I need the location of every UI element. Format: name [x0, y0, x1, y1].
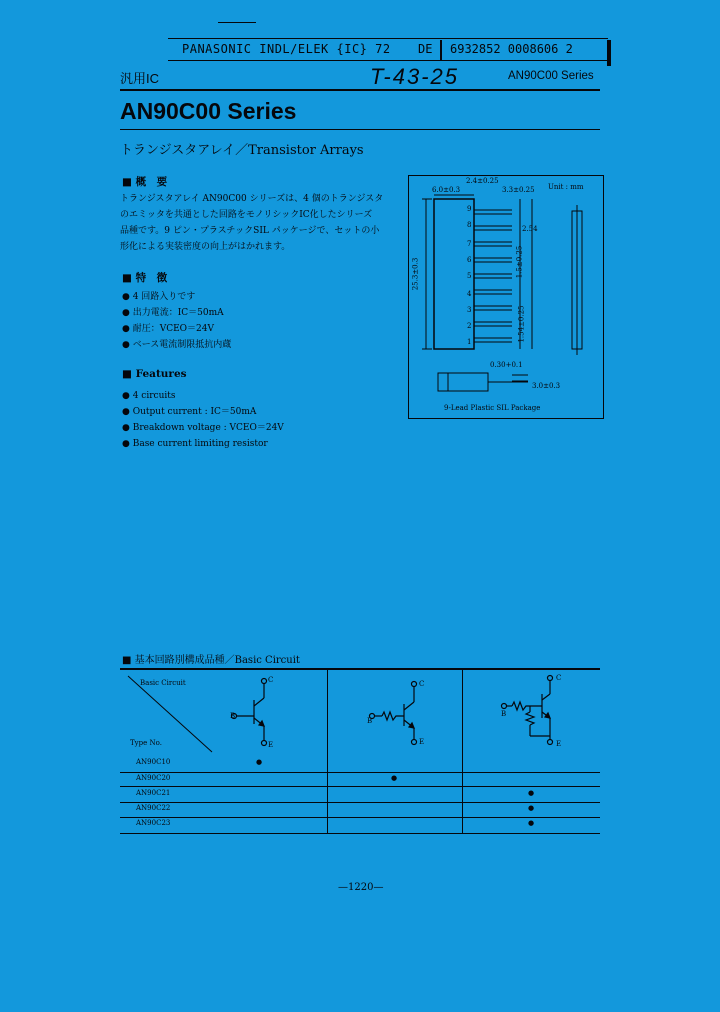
page-number: —1220— [338, 882, 384, 893]
mark-an90c22: ● [528, 804, 535, 812]
dim-25-3: 25.3±0.3 [411, 257, 420, 291]
handwritten-code: T-43-25 [370, 64, 460, 89]
circuit-3-label-b: B [501, 710, 507, 718]
dim-2-4: 2.4±0.25 [466, 177, 499, 185]
features-jp-item-3: ● 耐圧：VCEO＝24V [122, 324, 214, 334]
dim-6-0: 6.0±0.3 [432, 186, 461, 194]
circuit-col-divider-2 [462, 669, 463, 833]
type-an90c10: AN90C10 [136, 758, 171, 766]
circuit-2-schematic [366, 676, 436, 751]
pin-label-7: 7 [467, 240, 472, 248]
features-jp-heading: ■ 特 徴 [122, 272, 168, 284]
circuit-1-label-e: E [268, 741, 274, 749]
top-dash [218, 22, 256, 23]
circuit-3-schematic [498, 672, 578, 750]
category-label: 汎用IC [120, 71, 160, 86]
page-title: AN90C00 Series [120, 98, 297, 124]
title-bottom-rule [120, 129, 600, 130]
pin-label-8: 8 [467, 221, 472, 229]
circuit-1-schematic [228, 676, 288, 751]
header-scan-line: PANASONIC INDL/ELEK {IC} 72 [182, 42, 391, 56]
header-code-de: DE [418, 42, 433, 56]
circuit-1-label-b: B [230, 712, 236, 720]
pin-label-4: 4 [467, 290, 472, 298]
row-divider-1 [120, 772, 600, 773]
circuit-2-label-b: B [367, 717, 373, 725]
header-catalog-no: 6932852 0008606 2 [450, 42, 573, 56]
header-code-box [440, 40, 442, 60]
corner-type-no: Type No. [130, 739, 162, 747]
dim-1-5: 1.5±0.25 [515, 245, 524, 279]
circuit-2-label-e: E [419, 738, 425, 746]
features-en-item-1: ● 4 circuits [122, 391, 176, 401]
mark-an90c23: ● [528, 819, 535, 827]
overview-line-1: トランジスタアレイ AN90C00 シリーズは、4 個のトランジスタ [120, 194, 384, 204]
package-unit: Unit : mm [548, 183, 584, 191]
features-en-item-3: ● Breakdown voltage : VCEO＝24V [122, 423, 284, 433]
circuit-2-label-c: C [419, 680, 425, 688]
row-divider-3 [120, 802, 600, 803]
dim-3-0: 3.0±0.3 [532, 382, 561, 390]
circuit-3-label-e: E [556, 740, 562, 748]
circuit-heading: ■ 基本回路別構成品種／Basic Circuit [122, 655, 300, 666]
page-subtitle: トランジスタアレイ／Transistor Arrays [120, 143, 364, 158]
mark-an90c20: ● [391, 774, 398, 782]
pin-label-6: 6 [467, 256, 472, 264]
features-jp-item-2: ● 出力電流：IC＝50mA [122, 308, 224, 318]
pin-label-1: 1 [467, 338, 472, 346]
header-rule-bottom [168, 60, 608, 61]
mark-an90c21: ● [528, 789, 535, 797]
pin-label-3: 3 [467, 306, 472, 314]
row-divider-2 [120, 786, 600, 787]
features-jp-item-1: ● 4 回路入りです [122, 292, 196, 302]
circuit-1-label-c: C [268, 676, 274, 684]
features-en-heading: ■ Features [122, 368, 187, 380]
header-marker [607, 40, 611, 66]
title-top-rule [120, 89, 600, 91]
circuit-table-bottom [120, 833, 600, 834]
mark-an90c10: ● [256, 758, 263, 766]
circuit-3-label-c: C [556, 674, 562, 682]
type-an90c21: AN90C21 [136, 789, 171, 797]
pin-label-5: 5 [467, 272, 472, 280]
type-an90c20: AN90C20 [136, 774, 171, 782]
dim-0-30: 0.30+0.1 [490, 361, 523, 369]
pin-label-2: 2 [467, 322, 472, 330]
package-outline-svg [408, 175, 602, 417]
package-caption: 9-Lead Plastic SIL Package [444, 404, 541, 412]
type-an90c22: AN90C22 [136, 804, 171, 812]
dim-1-54: 1.54±0.25 [517, 305, 526, 343]
circuit-col-divider-1 [327, 669, 328, 833]
dim-2-54: 2.54 [522, 225, 538, 233]
corner-basic-circuit: Basic Circuit [140, 679, 186, 687]
type-an90c23: AN90C23 [136, 819, 171, 827]
overview-line-3: 品種です。9 ピン・プラスチックSIL パッケージで、セットの小 [120, 226, 380, 236]
overview-heading: ■ 概 要 [122, 176, 168, 188]
row-divider-4 [120, 817, 600, 818]
overview-line-2: のエミッタを共通とした回路をモノリシックIC化したシリーズ [120, 210, 373, 220]
header-rule-top [168, 38, 608, 39]
features-en-item-2: ● Output current : IC＝50mA [122, 407, 257, 417]
pin-label-9: 9 [467, 205, 472, 213]
features-jp-item-4: ● ベース電流制限抵抗内蔵 [122, 340, 232, 350]
series-right-label: AN90C00 Series [508, 70, 594, 82]
overview-line-4: 形化による実装密度の向上がはかれます。 [120, 242, 291, 252]
features-en-item-4: ● Base current limiting resistor [122, 439, 268, 449]
dim-3-3: 3.3±0.25 [502, 186, 535, 194]
